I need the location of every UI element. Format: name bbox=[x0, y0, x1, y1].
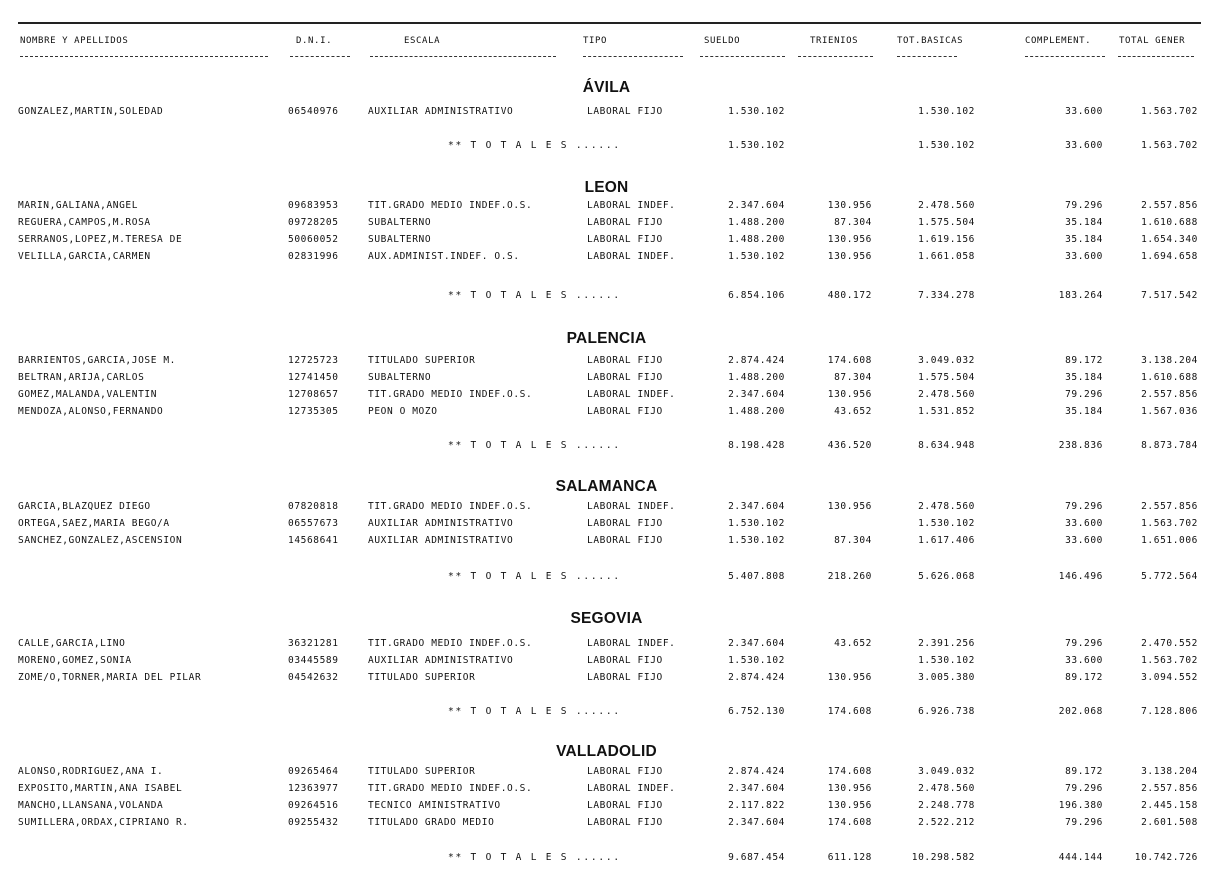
total-sueldo: 5.407.808 bbox=[728, 571, 785, 582]
cell-trienios: 43.652 bbox=[834, 638, 872, 649]
header-dni: D.N.I. bbox=[296, 36, 333, 46]
total-sueldo: 6.752.130 bbox=[728, 706, 785, 717]
cell-totalgener: 2.557.856 bbox=[1141, 200, 1198, 211]
cell-escala: AUX.ADMINIST.INDEF. O.S. bbox=[368, 251, 520, 262]
cell-totbasicas: 2.522.212 bbox=[918, 817, 975, 828]
total-totbasicas: 7.334.278 bbox=[918, 290, 975, 301]
cell-nombre: GONZALEZ,MARTIN,SOLEDAD bbox=[18, 106, 164, 117]
cell-trienios: 130.956 bbox=[827, 389, 872, 400]
cell-nombre: MENDOZA,ALONSO,FERNANDO bbox=[18, 406, 164, 417]
cell-complement: 35.184 bbox=[1065, 406, 1103, 417]
cell-nombre: ORTEGA,SAEZ,MARIA BEGO/A bbox=[18, 518, 170, 529]
cell-tipo: LABORAL FIJO bbox=[587, 355, 663, 366]
cell-complement: 79.296 bbox=[1065, 501, 1103, 512]
cell-dni: 12363977 bbox=[288, 783, 339, 794]
province-heading: LEON bbox=[584, 179, 629, 196]
cell-sueldo: 2.347.604 bbox=[728, 501, 785, 512]
province-heading: PALENCIA bbox=[566, 330, 647, 347]
total-complement: 33.600 bbox=[1065, 140, 1103, 151]
cell-totalgener: 3.138.204 bbox=[1141, 766, 1198, 777]
total-totalgener: 1.563.702 bbox=[1141, 140, 1198, 151]
cell-dni: 12708657 bbox=[288, 389, 339, 400]
total-totalgener: 10.742.726 bbox=[1134, 852, 1198, 863]
total-complement: 183.264 bbox=[1058, 290, 1103, 301]
cell-tipo: LABORAL FIJO bbox=[587, 372, 663, 383]
cell-dni: 09265464 bbox=[288, 766, 339, 777]
cell-sueldo: 1.530.102 bbox=[728, 535, 785, 546]
cell-totbasicas: 1.619.156 bbox=[918, 234, 975, 245]
totals-label: ** T O T A L E S ...... bbox=[448, 706, 621, 717]
cell-dni: 07820818 bbox=[288, 501, 339, 512]
header-nombre: NOMBRE Y APELLIDOS bbox=[20, 36, 129, 46]
cell-sueldo: 2.874.424 bbox=[728, 355, 785, 366]
cell-totalgener: 1.563.702 bbox=[1141, 655, 1198, 666]
cell-nombre: ALONSO,RODRIGUEZ,ANA I. bbox=[18, 766, 164, 777]
total-totbasicas: 6.926.738 bbox=[918, 706, 975, 717]
cell-nombre: MORENO,GOMEZ,SONIA bbox=[18, 655, 132, 666]
cell-trienios: 130.956 bbox=[827, 234, 872, 245]
cell-nombre: SUMILLERA,ORDAX,CIPRIANO R. bbox=[18, 817, 189, 828]
cell-trienios: 130.956 bbox=[827, 783, 872, 794]
totals-label: ** T O T A L E S ...... bbox=[448, 440, 621, 451]
cell-trienios: 87.304 bbox=[834, 535, 872, 546]
cell-totalgener: 3.138.204 bbox=[1141, 355, 1198, 366]
cell-complement: 35.184 bbox=[1065, 234, 1103, 245]
cell-totbasicas: 2.391.256 bbox=[918, 638, 975, 649]
cell-dni: 14568641 bbox=[288, 535, 339, 546]
cell-sueldo: 1.488.200 bbox=[728, 406, 785, 417]
cell-complement: 89.172 bbox=[1065, 766, 1103, 777]
province-heading: SALAMANCA bbox=[555, 478, 658, 495]
cell-escala: PEON O MOZO bbox=[368, 406, 438, 417]
header-total-gener: TOTAL GENER bbox=[1119, 36, 1186, 46]
cell-tipo: LABORAL FIJO bbox=[587, 817, 663, 828]
cell-complement: 33.600 bbox=[1065, 655, 1103, 666]
cell-trienios: 43.652 bbox=[834, 406, 872, 417]
cell-escala: TIT.GRADO MEDIO INDEF.O.S. bbox=[368, 638, 533, 649]
cell-complement: 79.296 bbox=[1065, 817, 1103, 828]
cell-tipo: LABORAL INDEF. bbox=[587, 200, 676, 211]
cell-sueldo: 2.117.822 bbox=[728, 800, 785, 811]
cell-nombre: BELTRAN,ARIJA,CARLOS bbox=[18, 372, 145, 383]
cell-escala: TITULADO SUPERIOR bbox=[368, 355, 476, 366]
cell-tipo: LABORAL INDEF. bbox=[587, 389, 676, 400]
cell-tipo: LABORAL INDEF. bbox=[587, 638, 676, 649]
header-underline bbox=[897, 56, 957, 57]
cell-nombre: SERRANOS,LOPEZ,M.TERESA DE bbox=[18, 234, 183, 245]
cell-complement: 196.380 bbox=[1058, 800, 1103, 811]
cell-escala: AUXILIAR ADMINISTRATIVO bbox=[368, 655, 514, 666]
cell-tipo: LABORAL INDEF. bbox=[587, 501, 676, 512]
cell-sueldo: 1.530.102 bbox=[728, 655, 785, 666]
cell-tipo: LABORAL FIJO bbox=[587, 518, 663, 529]
cell-totbasicas: 3.049.032 bbox=[918, 355, 975, 366]
cell-dni: 02831996 bbox=[288, 251, 339, 262]
cell-dni: 04542632 bbox=[288, 672, 339, 683]
cell-tipo: LABORAL FIJO bbox=[587, 106, 663, 117]
header-sueldo: SUELDO bbox=[704, 36, 741, 46]
cell-totalgener: 1.610.688 bbox=[1141, 217, 1198, 228]
cell-totbasicas: 1.530.102 bbox=[918, 655, 975, 666]
cell-tipo: LABORAL FIJO bbox=[587, 800, 663, 811]
cell-dni: 06557673 bbox=[288, 518, 339, 529]
cell-trienios: 87.304 bbox=[834, 217, 872, 228]
cell-sueldo: 1.530.102 bbox=[728, 518, 785, 529]
cell-complement: 79.296 bbox=[1065, 638, 1103, 649]
cell-totbasicas: 2.478.560 bbox=[918, 783, 975, 794]
total-totalgener: 5.772.564 bbox=[1141, 571, 1198, 582]
cell-complement: 33.600 bbox=[1065, 251, 1103, 262]
cell-complement: 79.296 bbox=[1065, 389, 1103, 400]
cell-escala: SUBALTERNO bbox=[368, 234, 432, 245]
cell-totalgener: 2.557.856 bbox=[1141, 389, 1198, 400]
cell-totalgener: 1.563.702 bbox=[1141, 106, 1198, 117]
cell-escala: TIT.GRADO MEDIO INDEF.O.S. bbox=[368, 200, 533, 211]
total-totalgener: 8.873.784 bbox=[1141, 440, 1198, 451]
header-escala: ESCALA bbox=[404, 36, 441, 46]
cell-dni: 09728205 bbox=[288, 217, 339, 228]
cell-nombre: EXPOSITO,MARTIN,ANA ISABEL bbox=[18, 783, 183, 794]
cell-complement: 33.600 bbox=[1065, 106, 1103, 117]
cell-escala: AUXILIAR ADMINISTRATIVO bbox=[368, 106, 514, 117]
cell-escala: TITULADO SUPERIOR bbox=[368, 766, 476, 777]
cell-totbasicas: 1.575.504 bbox=[918, 372, 975, 383]
cell-escala: TECNICO AMINISTRATIVO bbox=[368, 800, 501, 811]
cell-complement: 79.296 bbox=[1065, 783, 1103, 794]
header-underline bbox=[1025, 56, 1105, 57]
total-complement: 238.836 bbox=[1058, 440, 1103, 451]
total-totbasicas: 1.530.102 bbox=[918, 140, 975, 151]
cell-tipo: LABORAL FIJO bbox=[587, 535, 663, 546]
header-tipo: TIPO bbox=[583, 36, 608, 46]
cell-trienios: 87.304 bbox=[834, 372, 872, 383]
totals-label: ** T O T A L E S ...... bbox=[448, 140, 621, 151]
totals-label: ** T O T A L E S ...... bbox=[448, 290, 621, 301]
cell-trienios: 130.956 bbox=[827, 251, 872, 262]
cell-totbasicas: 1.530.102 bbox=[918, 518, 975, 529]
cell-totalgener: 2.557.856 bbox=[1141, 501, 1198, 512]
cell-nombre: SANCHEZ,GONZALEZ,ASCENSION bbox=[18, 535, 183, 546]
cell-tipo: LABORAL FIJO bbox=[587, 234, 663, 245]
cell-totbasicas: 2.478.560 bbox=[918, 200, 975, 211]
total-totbasicas: 5.626.068 bbox=[918, 571, 975, 582]
cell-totbasicas: 1.617.406 bbox=[918, 535, 975, 546]
cell-dni: 06540976 bbox=[288, 106, 339, 117]
cell-totalgener: 2.557.856 bbox=[1141, 783, 1198, 794]
cell-sueldo: 2.347.604 bbox=[728, 638, 785, 649]
cell-totbasicas: 1.530.102 bbox=[918, 106, 975, 117]
cell-escala: AUXILIAR ADMINISTRATIVO bbox=[368, 518, 514, 529]
cell-dni: 09683953 bbox=[288, 200, 339, 211]
header-underline bbox=[20, 56, 268, 57]
cell-sueldo: 2.874.424 bbox=[728, 672, 785, 683]
total-complement: 202.068 bbox=[1058, 706, 1103, 717]
cell-complement: 33.600 bbox=[1065, 535, 1103, 546]
cell-dni: 36321281 bbox=[288, 638, 339, 649]
cell-dni: 03445589 bbox=[288, 655, 339, 666]
cell-totalgener: 1.567.036 bbox=[1141, 406, 1198, 417]
cell-tipo: LABORAL FIJO bbox=[587, 655, 663, 666]
cell-dni: 09264516 bbox=[288, 800, 339, 811]
totals-label: ** T O T A L E S ...... bbox=[448, 852, 621, 863]
cell-totalgener: 2.445.158 bbox=[1141, 800, 1198, 811]
top-rule bbox=[18, 22, 1201, 24]
cell-totbasicas: 1.661.058 bbox=[918, 251, 975, 262]
cell-totbasicas: 1.575.504 bbox=[918, 217, 975, 228]
cell-dni: 09255432 bbox=[288, 817, 339, 828]
cell-nombre: GARCIA,BLAZQUEZ DIEGO bbox=[18, 501, 151, 512]
cell-escala: TIT.GRADO MEDIO INDEF.O.S. bbox=[368, 783, 533, 794]
total-sueldo: 8.198.428 bbox=[728, 440, 785, 451]
header-underline bbox=[700, 56, 785, 57]
province-heading: VALLADOLID bbox=[556, 743, 657, 760]
total-complement: 444.144 bbox=[1058, 852, 1103, 863]
cell-totalgener: 1.651.006 bbox=[1141, 535, 1198, 546]
cell-escala: TIT.GRADO MEDIO INDEF.O.S. bbox=[368, 501, 533, 512]
cell-sueldo: 2.347.604 bbox=[728, 200, 785, 211]
cell-nombre: REGUERA,CAMPOS,M.ROSA bbox=[18, 217, 151, 228]
cell-sueldo: 1.530.102 bbox=[728, 251, 785, 262]
cell-dni: 12741450 bbox=[288, 372, 339, 383]
cell-sueldo: 1.488.200 bbox=[728, 217, 785, 228]
cell-totbasicas: 2.478.560 bbox=[918, 389, 975, 400]
cell-nombre: GOMEZ,MALANDA,VALENTIN bbox=[18, 389, 158, 400]
total-sueldo: 1.530.102 bbox=[728, 140, 785, 151]
cell-sueldo: 1.488.200 bbox=[728, 234, 785, 245]
cell-trienios: 130.956 bbox=[827, 672, 872, 683]
cell-tipo: LABORAL FIJO bbox=[587, 766, 663, 777]
cell-complement: 89.172 bbox=[1065, 355, 1103, 366]
cell-sueldo: 2.347.604 bbox=[728, 389, 785, 400]
cell-totbasicas: 2.478.560 bbox=[918, 501, 975, 512]
cell-dni: 12735305 bbox=[288, 406, 339, 417]
cell-totalgener: 1.654.340 bbox=[1141, 234, 1198, 245]
totals-label: ** T O T A L E S ...... bbox=[448, 571, 621, 582]
cell-nombre: ZOME/O,TORNER,MARIA DEL PILAR bbox=[18, 672, 202, 683]
header-complement: COMPLEMENT. bbox=[1025, 36, 1092, 46]
cell-escala: TIT.GRADO MEDIO INDEF.O.S. bbox=[368, 389, 533, 400]
total-trienios: 436.520 bbox=[827, 440, 872, 451]
cell-tipo: LABORAL INDEF. bbox=[587, 783, 676, 794]
province-heading: ÁVILA bbox=[582, 79, 631, 96]
cell-complement: 33.600 bbox=[1065, 518, 1103, 529]
cell-escala: SUBALTERNO bbox=[368, 372, 432, 383]
cell-sueldo: 2.347.604 bbox=[728, 817, 785, 828]
cell-escala: SUBALTERNO bbox=[368, 217, 432, 228]
cell-trienios: 174.608 bbox=[827, 766, 872, 777]
cell-escala: TITULADO SUPERIOR bbox=[368, 672, 476, 683]
cell-nombre: MARIN,GALIANA,ANGEL bbox=[18, 200, 139, 211]
cell-totalgener: 1.563.702 bbox=[1141, 518, 1198, 529]
total-trienios: 611.128 bbox=[827, 852, 872, 863]
cell-dni: 12725723 bbox=[288, 355, 339, 366]
cell-sueldo: 2.874.424 bbox=[728, 766, 785, 777]
total-sueldo: 9.687.454 bbox=[728, 852, 785, 863]
total-trienios: 174.608 bbox=[827, 706, 872, 717]
cell-escala: AUXILIAR ADMINISTRATIVO bbox=[368, 535, 514, 546]
cell-totalgener: 3.094.552 bbox=[1141, 672, 1198, 683]
cell-complement: 79.296 bbox=[1065, 200, 1103, 211]
header-underline bbox=[1118, 56, 1194, 57]
cell-totalgener: 2.470.552 bbox=[1141, 638, 1198, 649]
total-trienios: 480.172 bbox=[827, 290, 872, 301]
cell-trienios: 130.956 bbox=[827, 200, 872, 211]
header-underline bbox=[798, 56, 873, 57]
cell-totbasicas: 2.248.778 bbox=[918, 800, 975, 811]
cell-totalgener: 2.601.508 bbox=[1141, 817, 1198, 828]
cell-trienios: 174.608 bbox=[827, 355, 872, 366]
cell-nombre: CALLE,GARCIA,LINO bbox=[18, 638, 126, 649]
total-trienios: 218.260 bbox=[827, 571, 872, 582]
cell-escala: TITULADO GRADO MEDIO bbox=[368, 817, 495, 828]
cell-complement: 35.184 bbox=[1065, 372, 1103, 383]
header-underline bbox=[370, 56, 556, 57]
total-complement: 146.496 bbox=[1058, 571, 1103, 582]
cell-tipo: LABORAL FIJO bbox=[587, 672, 663, 683]
cell-trienios: 130.956 bbox=[827, 800, 872, 811]
cell-totalgener: 1.694.658 bbox=[1141, 251, 1198, 262]
cell-nombre: VELILLA,GARCIA,CARMEN bbox=[18, 251, 151, 262]
cell-tipo: LABORAL FIJO bbox=[587, 406, 663, 417]
cell-dni: 50060052 bbox=[288, 234, 339, 245]
cell-sueldo: 1.530.102 bbox=[728, 106, 785, 117]
cell-tipo: LABORAL INDEF. bbox=[587, 251, 676, 262]
total-sueldo: 6.854.106 bbox=[728, 290, 785, 301]
header-underline bbox=[290, 56, 350, 57]
cell-totbasicas: 1.531.852 bbox=[918, 406, 975, 417]
cell-tipo: LABORAL FIJO bbox=[587, 217, 663, 228]
header-tot-basicas: TOT.BASICAS bbox=[897, 36, 964, 46]
cell-complement: 89.172 bbox=[1065, 672, 1103, 683]
cell-totbasicas: 3.005.380 bbox=[918, 672, 975, 683]
header-trienios: TRIENIOS bbox=[810, 36, 859, 46]
cell-sueldo: 1.488.200 bbox=[728, 372, 785, 383]
header-underline bbox=[583, 56, 683, 57]
cell-complement: 35.184 bbox=[1065, 217, 1103, 228]
cell-totbasicas: 3.049.032 bbox=[918, 766, 975, 777]
cell-trienios: 174.608 bbox=[827, 817, 872, 828]
cell-nombre: MANCHO,LLANSANA,VOLANDA bbox=[18, 800, 164, 811]
total-totalgener: 7.517.542 bbox=[1141, 290, 1198, 301]
total-totbasicas: 10.298.582 bbox=[911, 852, 975, 863]
total-totbasicas: 8.634.948 bbox=[918, 440, 975, 451]
cell-trienios: 130.956 bbox=[827, 501, 872, 512]
province-heading: SEGOVIA bbox=[570, 610, 643, 627]
total-totalgener: 7.128.806 bbox=[1141, 706, 1198, 717]
cell-totalgener: 1.610.688 bbox=[1141, 372, 1198, 383]
cell-nombre: BARRIENTOS,GARCIA,JOSE M. bbox=[18, 355, 176, 366]
cell-sueldo: 2.347.604 bbox=[728, 783, 785, 794]
